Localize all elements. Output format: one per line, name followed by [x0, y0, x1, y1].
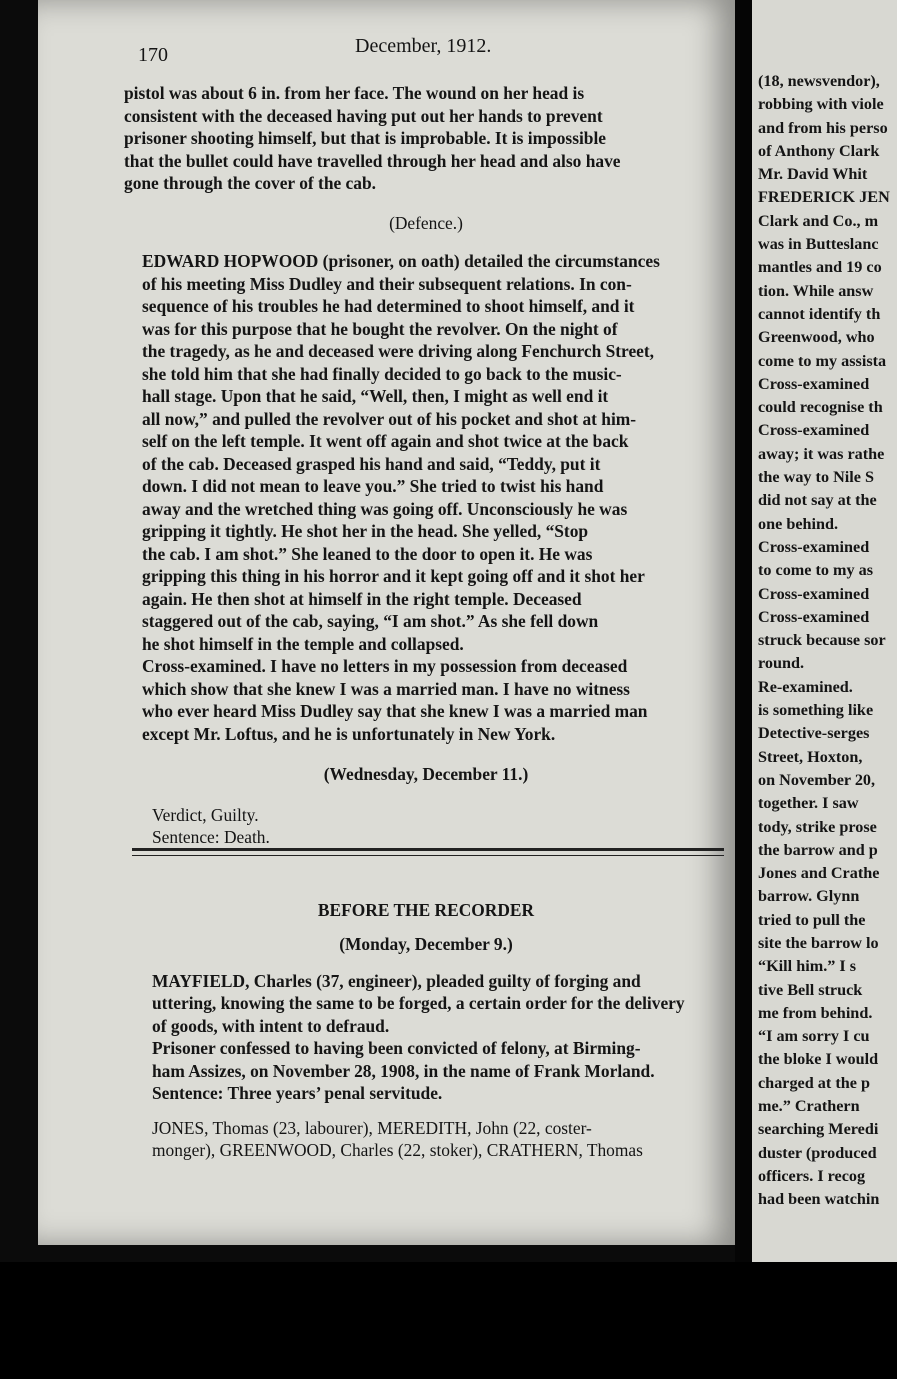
right-text-line: Clark and Co., m: [758, 211, 879, 230]
text-line: was for this purpose that he bought the revolver. On the night of: [142, 318, 618, 339]
section-rule: [132, 848, 724, 851]
right-text-line: tody, strike prose: [758, 817, 877, 836]
right-text-line: struck because sor: [758, 631, 886, 650]
right-text-line: of Anthony Clark: [758, 141, 880, 160]
text-line: who ever heard Miss Dudley say that she knew I was a married man: [142, 701, 648, 721]
defence-heading: (Defence.): [389, 212, 463, 233]
right-text-line: Cross-examined: [758, 584, 870, 603]
wednesday-heading: (Wednesday, December 11.): [323, 764, 529, 784]
right-text-line: barrow. Glynn: [758, 887, 860, 906]
right-text-line: mantles and 19 co: [758, 258, 882, 277]
right-text-line: me from behind.: [758, 1003, 873, 1022]
right-text-line: Cross-examined: [758, 607, 870, 626]
text-line: gone through the cover of the cab.: [124, 173, 376, 193]
text-line: consistent with the deceased having put out her hands to prevent: [124, 105, 603, 126]
right-text-line: Cross-examined: [758, 537, 870, 556]
text-line: of his meeting Miss Dudley and their subsequent relations. In con-: [142, 273, 632, 294]
text-line: gripping it tightly. He shot her in the head. She yelled, “Stop: [142, 521, 589, 541]
sentence-two-line: Sentence: Three years’ penal servitude.: [152, 1083, 443, 1103]
text-line: of the cab. Deceased grasped his hand and said, “Teddy, put it: [142, 453, 601, 474]
running-head: December, 1912.: [355, 35, 492, 57]
right-text-line: the way to Nile S: [758, 468, 874, 487]
text-line: of goods, with intent to defraud.: [152, 1015, 390, 1036]
right-text-line: “Kill him.” I s: [758, 957, 857, 976]
right-text-line: officers. I recog: [758, 1166, 866, 1185]
right-text-line: the bloke I would: [758, 1050, 879, 1069]
right-text-line: one behind.: [758, 514, 839, 533]
paragraph-wound: [124, 82, 728, 195]
paragraph-jones: [124, 1117, 728, 1162]
text-line: which show that she knew I was a married man. I have no witness: [142, 678, 630, 699]
right-text-line: did not say at the: [758, 491, 877, 510]
sentence-line: Sentence: Death.: [152, 827, 270, 847]
text-line: prisoner shooting himself, but that is improbable. It is impossible: [124, 128, 607, 148]
right-text-line: had been watchin: [758, 1190, 880, 1209]
right-text-line: “I am sorry I cu: [758, 1027, 870, 1046]
right-text-line: Cross-examined: [758, 421, 870, 440]
right-text-line: duster (produced: [758, 1143, 877, 1162]
right-text-line: cannot identify th: [758, 304, 881, 323]
page-number: 170: [138, 44, 168, 66]
left-column-text: [124, 82, 728, 1162]
right-text-line: Greenwood, who: [758, 328, 875, 347]
text-line: JONES, Thomas (23, labourer), MEREDITH, John (22, coster-: [152, 1117, 592, 1138]
right-text-line: tive Bell struck: [758, 980, 863, 999]
text-line: gripping this thing in his horror and it kept going off and it shot her: [142, 566, 645, 586]
before-recorder-heading: BEFORE THE RECORDER: [317, 899, 535, 920]
right-text-line: Detective-serges: [758, 724, 870, 743]
right-text-line: Cross-examined: [758, 374, 870, 393]
right-column-text: [758, 70, 890, 1212]
right-text-line: Re-examined.: [758, 677, 853, 696]
right-text-line: FREDERICK JEN: [758, 188, 890, 207]
text-line: the tragedy, as he and deceased were driving along Fenchurch Street,: [142, 341, 655, 361]
paragraph-defence: [124, 250, 728, 655]
right-text-line: round.: [758, 654, 805, 673]
scan-border: [0, 1262, 897, 1379]
right-text-line: Street, Hoxton,: [758, 747, 863, 766]
right-text-line: away; it was rathe: [758, 444, 885, 463]
right-text-line: (18, newsvendor),: [758, 72, 880, 90]
right-text-line: and from his perso: [758, 118, 888, 137]
text-line: that the bullet could have travelled through her head and also have: [124, 150, 621, 171]
text-line: MAYFIELD, Charles (37, engineer), pleaded guilty of forging and: [152, 970, 641, 991]
text-line: away and the wretched thing was going off. Unconsciously he was: [142, 498, 628, 519]
text-line: again. He then shot at himself in the right temple. Deceased: [142, 588, 582, 609]
right-text-line: the barrow and p: [758, 840, 878, 859]
right-text-line: me.” Crathern: [758, 1097, 860, 1116]
text-line: down. I did not mean to leave you.” She tried to twist his hand: [142, 476, 604, 496]
text-line: EDWARD HOPWOOD (prisoner, on oath) detailed the circumstances: [142, 251, 660, 271]
right-text-line: come to my assista: [758, 351, 887, 370]
text-line: Prisoner confessed to having been convicted of felony, at Birming-: [152, 1038, 641, 1058]
text-line: ham Assizes, on November 28, 1908, in the name of Frank Morland.: [152, 1060, 655, 1081]
text-line: he shot himself in the temple and collapsed.: [142, 633, 464, 654]
right-text-line: is something like: [758, 701, 874, 720]
text-line: uttering, knowing the same to be forged, a certain order for the delivery: [152, 993, 685, 1013]
right-text-line: tried to pull the: [758, 910, 866, 929]
text-line: the cab. I am shot.” She leaned to the door to open it. He was: [142, 543, 593, 564]
right-text-line: robbing with viole: [758, 95, 884, 114]
right-text-line: site the barrow lo: [758, 933, 879, 952]
right-text-line: together. I saw: [758, 794, 859, 813]
text-line: monger), GREENWOOD, Charles (22, stoker), CRATHERN, Thomas: [152, 1140, 643, 1160]
text-line: she told him that she had finally decided to go back to the music-: [142, 363, 622, 384]
right-text-line: Jones and Crathe: [758, 864, 880, 883]
right-text-line: tion. While answ: [758, 281, 874, 300]
right-text-line: to come to my as: [758, 561, 874, 580]
paragraph-mayfield: [124, 970, 728, 1038]
text-line: except Mr. Loftus, and he is unfortunately in New York.: [142, 723, 556, 744]
right-text-line: searching Meredi: [758, 1120, 879, 1139]
text-line: hall stage. Upon that he said, “Well, then, I might as well end it: [142, 386, 609, 406]
text-line: staggered out of the cab, saying, “I am shot.” As she fell down: [142, 611, 599, 631]
text-line: self on the left temple. It went off again and shot twice at the back: [142, 431, 629, 451]
paragraph-prisoner-confessed: [124, 1037, 728, 1082]
text-line: pistol was about 6 in. from her face. The wound on her head is: [124, 83, 585, 103]
right-text-line: was in Butteslanc: [758, 235, 879, 254]
section-rule-thin: [132, 855, 724, 856]
text-line: sequence of his troubles he had determined to shoot himself, and it: [142, 296, 635, 316]
verdict-line: Verdict, Guilty.: [152, 804, 259, 825]
right-page: [752, 0, 897, 1270]
right-text-line: on November 20,: [758, 770, 876, 789]
monday-heading: (Monday, December 9.): [339, 934, 513, 954]
right-text-line: Mr. David Whit: [758, 165, 868, 184]
text-line: all now,” and pulled the revolver out of his pocket and shot at him-: [142, 408, 637, 429]
paragraph-cross-examined: [124, 655, 728, 745]
right-text-line: could recognise th: [758, 398, 883, 417]
right-text-line: charged at the p: [758, 1073, 870, 1092]
text-line: Cross-examined. I have no letters in my possession from deceased: [142, 656, 628, 676]
